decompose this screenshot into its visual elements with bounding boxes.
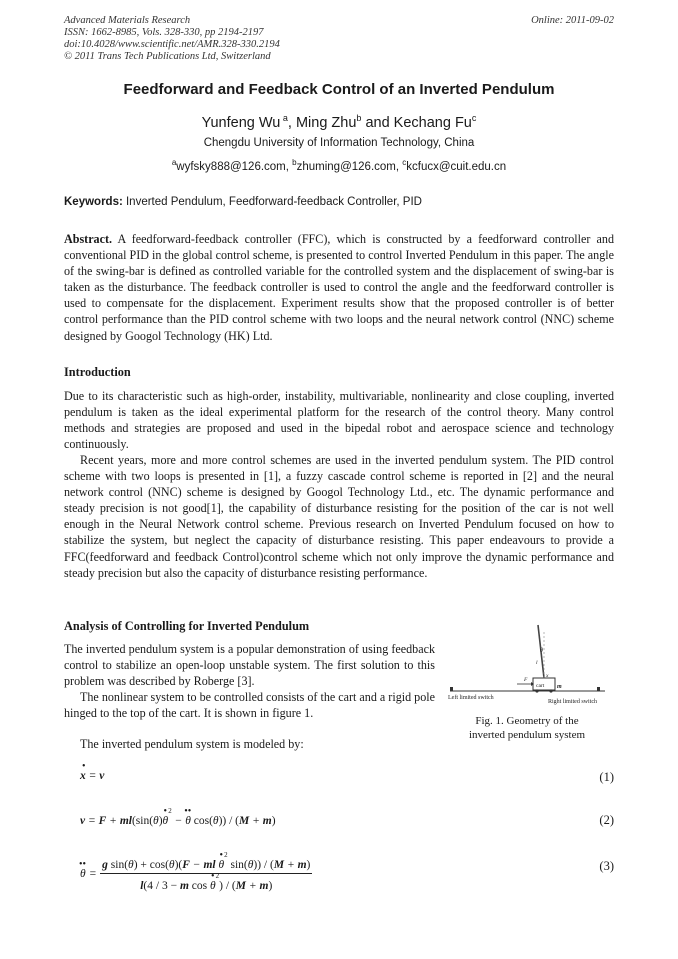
- equation-1: x • = v: [80, 761, 105, 782]
- online-date: Online: 2011-09-02: [531, 15, 614, 26]
- abstract: [64, 231, 614, 344]
- mass-label: m: [557, 684, 562, 690]
- author-3-sup: c: [471, 113, 477, 123]
- equation-1-number: (1): [599, 770, 614, 784]
- caption-line-2: inverted pendulum system: [468, 729, 586, 741]
- introduction-paragraph-1: Due to its characteristic such as high-order, instability, multivariable, nonlinearity and close coupling, inverted pendulum is taken as the ideal experimental platform for the research of the control theory. Many control methods and strategies are proposed and used in the bipedal robot and aerospace science and technology continuously.: [64, 389, 614, 452]
- email-list: [0, 158, 678, 173]
- wheel-right: [549, 689, 552, 692]
- paper-title: Feedforward and Feedback Control of an Inverted Pendulum: [123, 81, 555, 98]
- journal-name: Advanced Materials Research: [64, 15, 191, 26]
- email-c-sup: c: [402, 158, 407, 167]
- analysis-heading: Analysis of Controlling for Inverted Pendulum: [64, 619, 310, 633]
- analysis-paragraph-3: The inverted pendulum system is modeled by:: [80, 737, 304, 751]
- author-2: Ming Zhu: [295, 114, 357, 131]
- issn-line: ISSN: 1662-8985, Vols. 328-330, pp 2194-2197: [64, 27, 264, 38]
- equation-2-number: (2): [599, 813, 614, 827]
- force-label: F: [524, 677, 528, 683]
- right-switch-label: Right limited switch: [548, 699, 597, 705]
- keywords: [64, 196, 624, 208]
- right-switch-marker: [597, 687, 600, 691]
- email-c: kcfucx@cuit.edu.cn: [406, 160, 507, 173]
- author-1-sup: a: [282, 113, 288, 123]
- abstract-text: A feedforward-feedback controller (FFC), which is constructed by a feedforward controller and conventional PID in the global control scheme, is presented to control Inverted Pendulum in this paper. The angle of the swing-bar is defined as controlled variable for the controlled system and the displacement of swing-bar is taken as the disturbance. The feedback controller is used to control the angle and the feedforward controller is used to compensate for the displacement. Experiment results show that the proposed controller is of better control performance than the PID control scheme with two loops and the neural network control (NNC) scheme designed by Googol Technology (HK) Ltd.: [64, 232, 614, 343]
- author-and: and: [361, 114, 394, 131]
- left-switch-label: Left limited switch: [448, 695, 494, 701]
- author-sep: ,: [287, 114, 296, 131]
- abstract-label: Abstract.: [64, 232, 113, 246]
- keywords-text: Inverted Pendulum, Feedforward-feedback Controller, PID: [122, 196, 422, 208]
- email-b-sup: b: [292, 158, 297, 167]
- copyright-line: © 2011 Trans Tech Publications Ltd, Switzerland: [64, 51, 271, 62]
- cart-label: cart: [536, 683, 545, 689]
- x-label: x: [546, 673, 549, 679]
- left-switch-marker: [450, 687, 453, 691]
- affiliation: Chengdu University of Information Technology, China: [203, 137, 475, 149]
- length-label: l: [536, 660, 538, 666]
- author-1: Yunfeng Wu: [201, 114, 281, 131]
- author-3: Kechang Fu: [393, 114, 472, 131]
- equation-3: θ •• = g sin(θ) + cos(θ)(F − ml θ • $^2$ sin(θ)) / (M + m) l(4 / 3 − m cos θ • $^2$) / (M + m): [79, 849, 311, 892]
- pendulum-figure: [445, 620, 615, 710]
- analysis-paragraph-2: The nonlinear system to be controlled consists of the cart and a rigid pole hinged to the top of the cart. It is shown in figure 1.: [64, 690, 435, 721]
- keywords-label: Keywords:: [64, 196, 123, 208]
- doi-line: doi:10.4028/www.scientific.net/AMR.328-330.2194: [64, 39, 280, 50]
- figure-caption: [447, 714, 607, 742]
- email-b: zhuming@126.com,: [296, 160, 403, 173]
- introduction-heading: Introduction: [64, 365, 131, 379]
- wheel-left: [535, 689, 538, 692]
- email-a: wyfsky888@126.com,: [176, 160, 293, 173]
- introduction-paragraph-2: Recent years, more and more control schemes are used in the inverted pendulum system. The PID control scheme with two loops is presented in [1], a fuzzy cascade control scheme is reported in [2] and the neural network control (NNC) scheme is designed by Googol Technology Ltd., etc. The dynamic performance and steady precision is not good[1], the capability of disturbance resisting for the position of the car is not well enough in the Neural Network control scheme. Previous research on Inverted Pendulum focused on how to stabilize the system, but neglect the capacity of disturbance resisting. This paper endeavours to provide a FFC(feedforward and feedback Control)control scheme which not only improve the dynamic performance and steady precision but also the capacity of disturbance resisting performance.: [64, 453, 614, 580]
- equation-3-number: (3): [599, 859, 614, 873]
- analysis-paragraph-1: The inverted pendulum system is a popular demonstration of using feedback control to stabilize an open-loop unstable system. The first solution to this problem was described by Roberge [3].: [64, 642, 435, 689]
- author-list: [0, 113, 678, 131]
- theta-label: θ: [540, 648, 543, 654]
- caption-line-1: Fig. 1. Geometry of the: [475, 715, 579, 727]
- email-a-sup: a: [171, 158, 177, 167]
- author-2-sup: b: [356, 113, 362, 123]
- equation-2: v = F + ml(sin(θ)θ • $^2$ − θ •• cos(θ)) / (M + m): [80, 805, 276, 827]
